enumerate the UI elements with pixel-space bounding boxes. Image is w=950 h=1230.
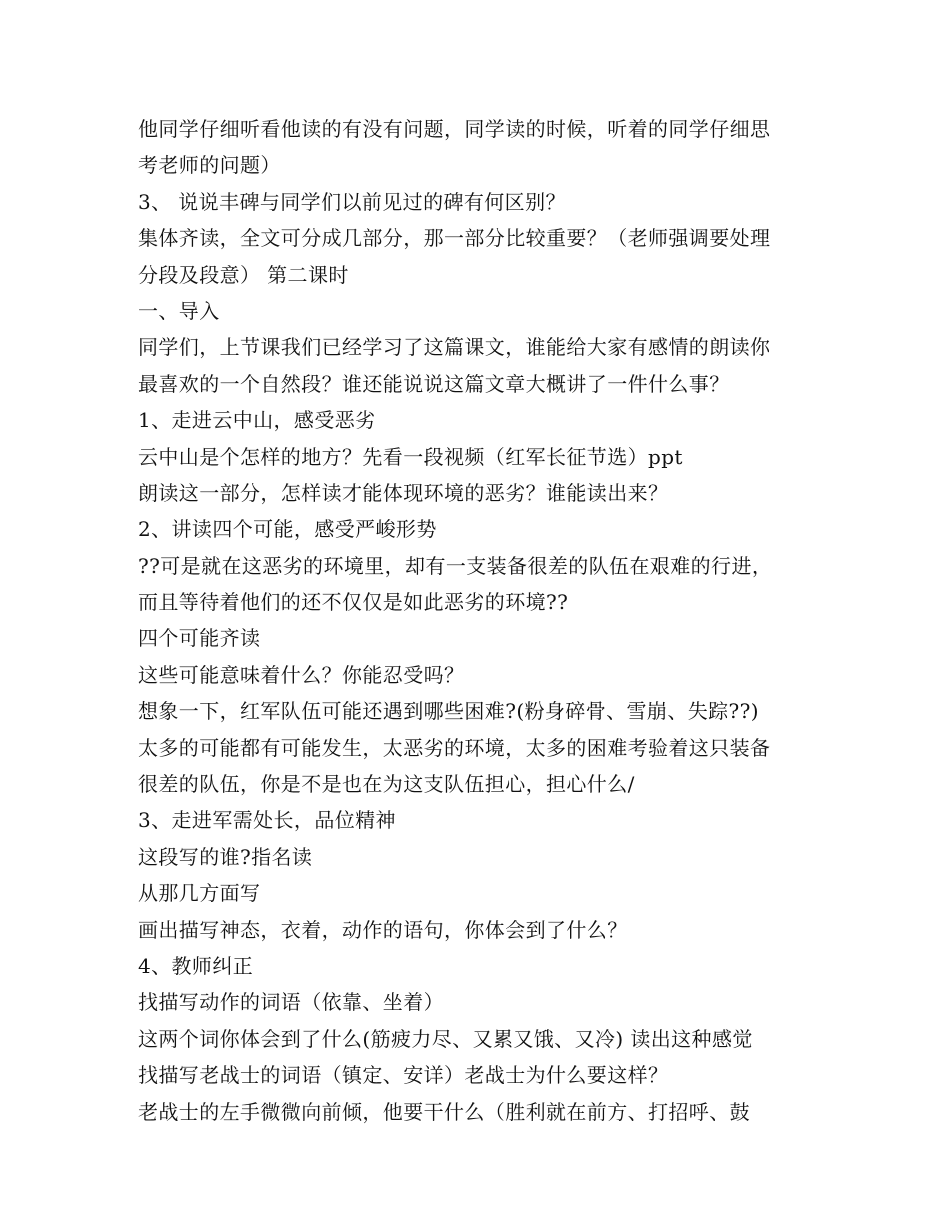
text-line: 这两个词你体会到了什么(筋疲力尽、又累又饿、又冷) 读出这种感觉 [138,1026,753,1051]
section-heading: 一、导入 [138,298,220,323]
text-line: 这段写的谁?指名读 [138,844,313,869]
text-line: 画出描写神态，衣着，动作的语句，你体会到了什么？ [138,917,628,942]
text-line: 很差的队伍，你是不是也在为这支队伍担心，担心什么/ [138,772,635,797]
subsection-heading: 3、走进军需处长，品位精神 [138,808,396,833]
text-line: 朗读这一部分，怎样读才能体现环境的恶劣？谁能读出来？ [138,480,669,505]
text-line: 集体齐读，全文可分成几部分，那一部分比较重要？（老师强调要处理 [138,226,771,251]
document-body [138,111,818,1130]
text-line: 想象一下，红军队伍可能还遇到哪些困难?(粉身碎骨、雪崩、失踪??) [138,699,759,724]
subsection-heading: 4、教师纠正 [138,953,254,978]
text-line: 找描写动作的词语（依靠、坐着） [138,990,444,1015]
text-line: 分段及段意） 第二课时 [138,262,349,287]
text-line: 这些可能意味着什么？你能忍受吗？ [138,662,465,687]
subsection-heading: 1、走进云中山，感受恶劣 [138,408,376,433]
subsection-heading: 2、讲读四个可能，感受严峻形势 [138,517,437,542]
text-line: 而且等待着他们的还不仅仅是如此恶劣的环境?? [138,590,569,615]
text-line: 四个可能齐读 [138,626,261,651]
text-line: 3、 说说丰碑与同学们以前见过的碑有何区别？ [138,189,566,214]
text-line: 老战士的左手微微向前倾，他要干什么（胜利就在前方、打招呼、鼓 [138,1099,750,1124]
text-line: 同学们，上节课我们已经学习了这篇课文，谁能给大家有感情的朗读你 [138,335,771,360]
text-line: 找描写老战士的词语（镇定、安详）老战士为什么要这样？ [138,1063,669,1088]
text-line: 最喜欢的一个自然段？谁还能说说这篇文章大概讲了一件什么事？ [138,371,730,396]
text-line: 从那几方面写 [138,881,261,906]
text-line: ??可是就在这恶劣的环境里，却有一支装备很差的队伍在艰难的行进， [138,553,773,578]
text-line: 他同学仔细听看他读的有没有问题，同学读的时候，听着的同学仔细思 [138,117,771,141]
text-line: 太多的可能都有可能发生，太恶劣的环境，太多的困难考验着这只装备 [138,735,771,760]
text-line: 考老师的问题） [138,153,281,178]
text-line: 云中山是个怎样的地方？先看一段视频（红军长征节选）ppt [138,444,683,469]
